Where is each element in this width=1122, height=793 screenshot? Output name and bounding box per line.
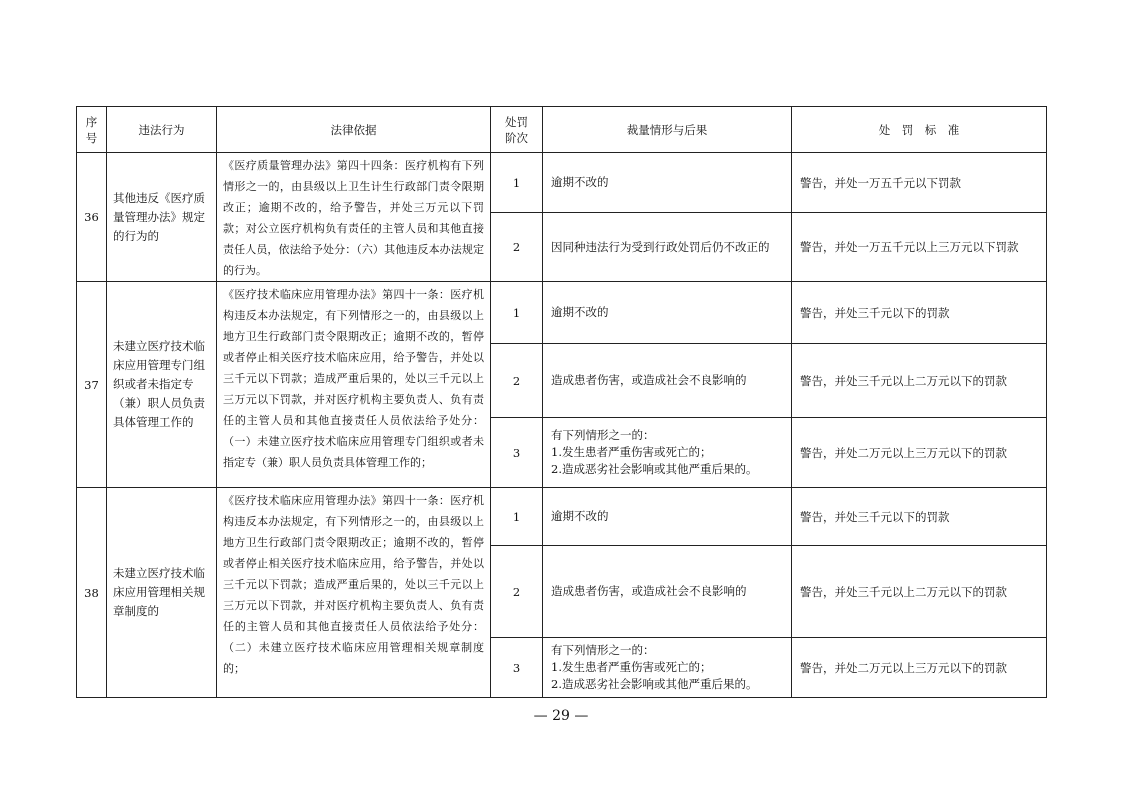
header-order <box>491 107 543 153</box>
penalty-standard: 警告，并处三千元以上二万元以下的罚款 <box>792 546 1047 638</box>
condition <box>543 638 792 698</box>
header-cond: 裁量情形与后果 <box>543 107 792 153</box>
violation-act: 未建立医疗技术临床应用管理专门组织或者未指定专（兼）职人员负责具体管理工作的 <box>107 282 217 488</box>
header-no-line2: 号 <box>85 130 98 145</box>
header-no-line1: 序 <box>85 114 98 129</box>
condition <box>543 213 792 282</box>
row-number: 36 <box>77 153 107 282</box>
condition <box>543 153 792 213</box>
penalty-standard: 警告，并处一万五千元以下罚款 <box>792 153 1047 213</box>
penalty-order: 1 <box>491 153 543 213</box>
condition-line: 有下列情形之一的： <box>551 643 655 657</box>
penalty-order: 3 <box>491 418 543 488</box>
violation-act: 其他违反《医疗质量管理办法》规定的行为的 <box>107 153 217 282</box>
condition-line: 逾期不改的 <box>551 509 609 523</box>
penalty-standard: 警告，并处二万元以上三万元以下的罚款 <box>792 418 1047 488</box>
row-number: 38 <box>77 488 107 698</box>
condition-line: 2.造成恶劣社会影响或其他严重后果的。 <box>551 462 758 476</box>
header-no <box>77 107 107 153</box>
condition <box>543 344 792 418</box>
condition <box>543 418 792 488</box>
condition <box>543 546 792 638</box>
penalty-order: 2 <box>491 546 543 638</box>
legal-basis: 《医疗技术临床应用管理办法》第四十一条：医疗机构违反本办法规定，有下列情形之一的，由县级以上地方卫生行政部门责令限期改正；逾期不改的，暂停或者停止相关医疗技术临床应用，给予警告，并处以三千元以下罚款；造成严重后果的，处以三千元以上三万元以下罚款，并对医疗机构主要负责人、负有责任的主管人员和其他直接责任人员依法给予处分：（一）未建立医疗技术临床应用管理专门组织或者未指定专（兼）职人员负责具体管理工作的； <box>217 282 491 488</box>
condition <box>543 488 792 546</box>
legal-basis: 《医疗技术临床应用管理办法》第四十一条：医疗机构违反本办法规定，有下列情形之一的，由县级以上地方卫生行政部门责令限期改正；逾期不改的，暂停或者停止相关医疗技术临床应用，给予警告，并处以三千元以下罚款；造成严重后果的，处以三千元以上三万元以下罚款，并对医疗机构主要负责人、负有责任的主管人员和其他直接责任人员依法给予处分：（二）未建立医疗技术临床应用管理相关规章制度的； <box>217 488 491 698</box>
condition-line: 造成患者伤害，或造成社会不良影响的 <box>551 373 747 387</box>
legal-basis: 《医疗质量管理办法》第四十四条：医疗机构有下列情形之一的，由县级以上卫生计生行政部门责令限期改正；逾期不改的，给予警告，并处三万元以下罚款；对公立医疗机构负有责任的主管人员和其他直接责任人员，依法给予处分：（六）其他违反本办法规定的行为。 <box>217 153 491 282</box>
header-act: 违法行为 <box>107 107 217 153</box>
penalty-order: 2 <box>491 213 543 282</box>
penalty-order: 1 <box>491 282 543 344</box>
penalty-standard: 警告，并处三千元以下的罚款 <box>792 488 1047 546</box>
header-order-line1: 处罚 <box>505 114 528 129</box>
condition-line: 2.造成恶劣社会影响或其他严重后果的。 <box>551 677 758 691</box>
condition-line: 逾期不改的 <box>551 175 609 189</box>
penalty-standard: 警告，并处一万五千元以上三万元以下罚款 <box>792 213 1047 282</box>
header-std: 处 罚 标 准 <box>792 107 1047 153</box>
penalty-order: 1 <box>491 488 543 546</box>
violation-act: 未建立医疗技术临床应用管理相关规章制度的 <box>107 488 217 698</box>
page-number: — 29 — <box>533 708 589 724</box>
condition-line: 因同种违法行为受到行政处罚后仍不改正的 <box>551 239 770 254</box>
condition <box>543 282 792 344</box>
table-row <box>77 488 1047 546</box>
condition-line: 有下列情形之一的： <box>551 428 655 442</box>
header-row <box>77 107 1047 153</box>
table-row <box>77 153 1047 213</box>
penalty-standard: 警告，并处三千元以上二万元以下的罚款 <box>792 344 1047 418</box>
penalty-order: 2 <box>491 344 543 418</box>
penalty-standard: 警告，并处二万元以上三万元以下的罚款 <box>792 638 1047 698</box>
header-law: 法律依据 <box>217 107 491 153</box>
condition-line: 逾期不改的 <box>551 305 609 319</box>
condition-line: 1.发生患者严重伤害或死亡的； <box>551 445 712 459</box>
header-order-line2: 阶次 <box>505 130 528 145</box>
penalty-table <box>76 106 1047 698</box>
table-row <box>77 282 1047 344</box>
penalty-order: 3 <box>491 638 543 698</box>
condition-line: 1.发生患者严重伤害或死亡的； <box>551 660 712 674</box>
row-number: 37 <box>77 282 107 488</box>
condition-line: 造成患者伤害，或造成社会不良影响的 <box>551 584 747 598</box>
penalty-standard: 警告，并处三千元以下的罚款 <box>792 282 1047 344</box>
